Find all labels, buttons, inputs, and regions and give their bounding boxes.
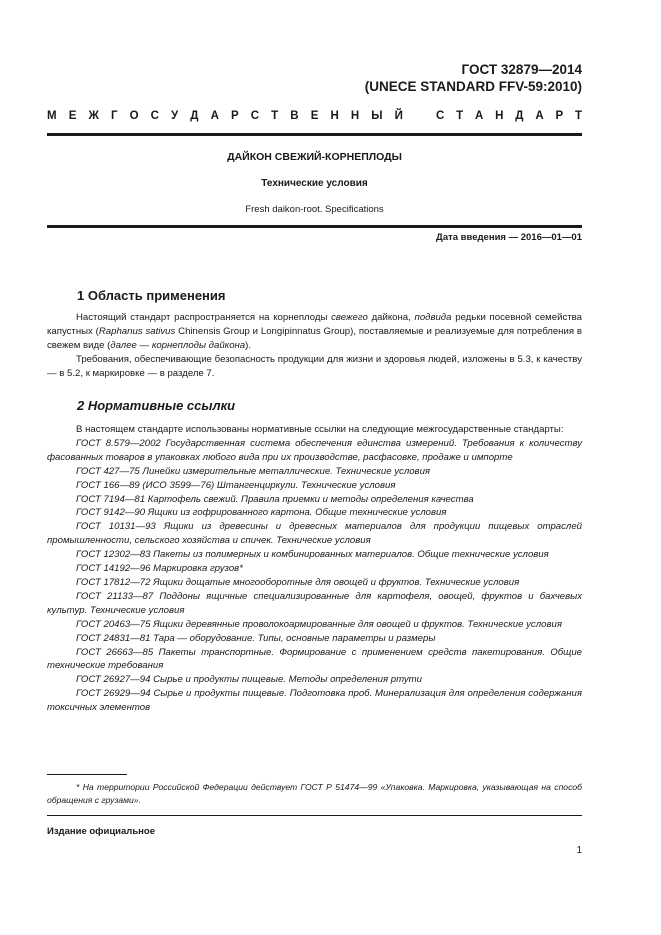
normative-reference: ГОСТ 14192—96 Маркировка грузов* [76,563,243,575]
section-2-intro: В настоящем стандарте использованы нормативные ссылки на следующие межгосударственные стандарты: [76,424,564,435]
official-edition-label: Издание официальное [47,826,155,837]
document-subtitle: Технические условия [261,178,368,189]
section-2-heading: 2 Нормативные ссылки [77,398,236,413]
unece-code: (UNECE STANDARD FFV-59:2010) [364,79,582,94]
normative-reference: ГОСТ 17812—72 Ящики дощатые многооборотные для овощей и фруктов. Технические условия [76,576,520,588]
footnote: * На территории Российской Федерации действует ГОСТ Р 51474—99 «Упаковка. Маркировка, указывающая на способ обращения с грузами». [47,782,582,805]
normative-reference: ГОСТ 24831—81 Тара — оборудование. Типы, основные параметры и размеры [76,632,436,644]
document-title: ДАЙКОН СВЕЖИЙ-КОРНЕПЛОДЫ [227,151,402,163]
normative-reference: ГОСТ 26663—85 Пакеты транспортные. Формирование с применением средств пакетирования. Общие технические требования [47,646,582,672]
normative-reference: ГОСТ 7194—81 Картофель свежий. Правила приемки и методы определения качества [76,493,474,505]
banner-word-1: М Е Ж Г О С У Д А Р С Т В Е Н Н Ы Й [47,110,403,122]
footnote-separator [47,774,127,775]
section-2-body [47,423,582,715]
section-1-paragraph-1: Настоящий стандарт распространяется на корнеплоды свежего дайкона, подвида редьки посевной семейства капустных (Raphanus sativus Chinensis Group и Longipinnatus Group), поставляемые и реализуемые для потребления в свежем виде (далее — корнеплоды дайкона). [47,312,582,351]
normative-reference: ГОСТ 20463—75 Ящики деревянные проволокоармированные для овощей и фруктов. Технические условия [76,618,562,630]
footer-rule [47,815,582,816]
introduction-date: Дата введения — 2016—01—01 [436,232,582,243]
banner-word-2: С Т А Н Д А Р Т [436,110,582,122]
normative-reference: ГОСТ 21133—87 Поддоны ящичные специализированные для картофеля, овощей, фруктов и бахчевых культур. Технические условия [47,590,582,616]
normative-reference: ГОСТ 26927—94 Сырье и продукты пищевые. Методы определения ртути [76,674,422,686]
normative-reference: ГОСТ 8.579—2002 Государственная система обеспечения единства измерений. Требования к количеству фасованных товаров в упаковках любого вида при их производстве, расфасовке, продаже и импорте [47,437,582,463]
section-1-body [47,311,582,381]
page-number: 1 [576,845,582,856]
standard-code: ГОСТ 32879—2014 [461,62,582,77]
section-1-heading: 1 Область применения [77,288,226,303]
normative-reference: ГОСТ 10131—93 Ящики из древесины и древесных материалов для продукции пищевых отраслей промышленности, сельского хозяйства и спичек. Технические условия [47,521,582,547]
banner-rule [47,133,582,136]
normative-reference: ГОСТ 427—75 Линейки измерительные металлические. Технические условия [76,465,431,477]
document-title-english: Fresh daikon-root. Specifications [245,204,384,215]
normative-reference: ГОСТ 166—89 (ИСО 3599—76) Штангенциркули. Технические условия [76,479,396,491]
normative-reference: ГОСТ 9142—90 Ящики из гофрированного картона. Общие технические условия [76,507,447,519]
normative-reference: ГОСТ 26929—94 Сырье и продукты пищевые. Подготовка проб. Минерализация для определения содержания токсичных элементов [47,688,582,714]
section-1-paragraph-2: Требования, обеспечивающие безопасность продукции для жизни и здоровья людей, изложены в 5.3, к качеству — в 5.2, к маркировке — в разделе 7. [47,353,582,379]
standard-designation [365,61,582,95]
interstate-standard-banner [47,110,582,122]
title-rule [47,225,582,228]
normative-reference: ГОСТ 12302—83 Пакеты из полимерных и комбинированных материалов. Общие технические условия [76,549,549,561]
